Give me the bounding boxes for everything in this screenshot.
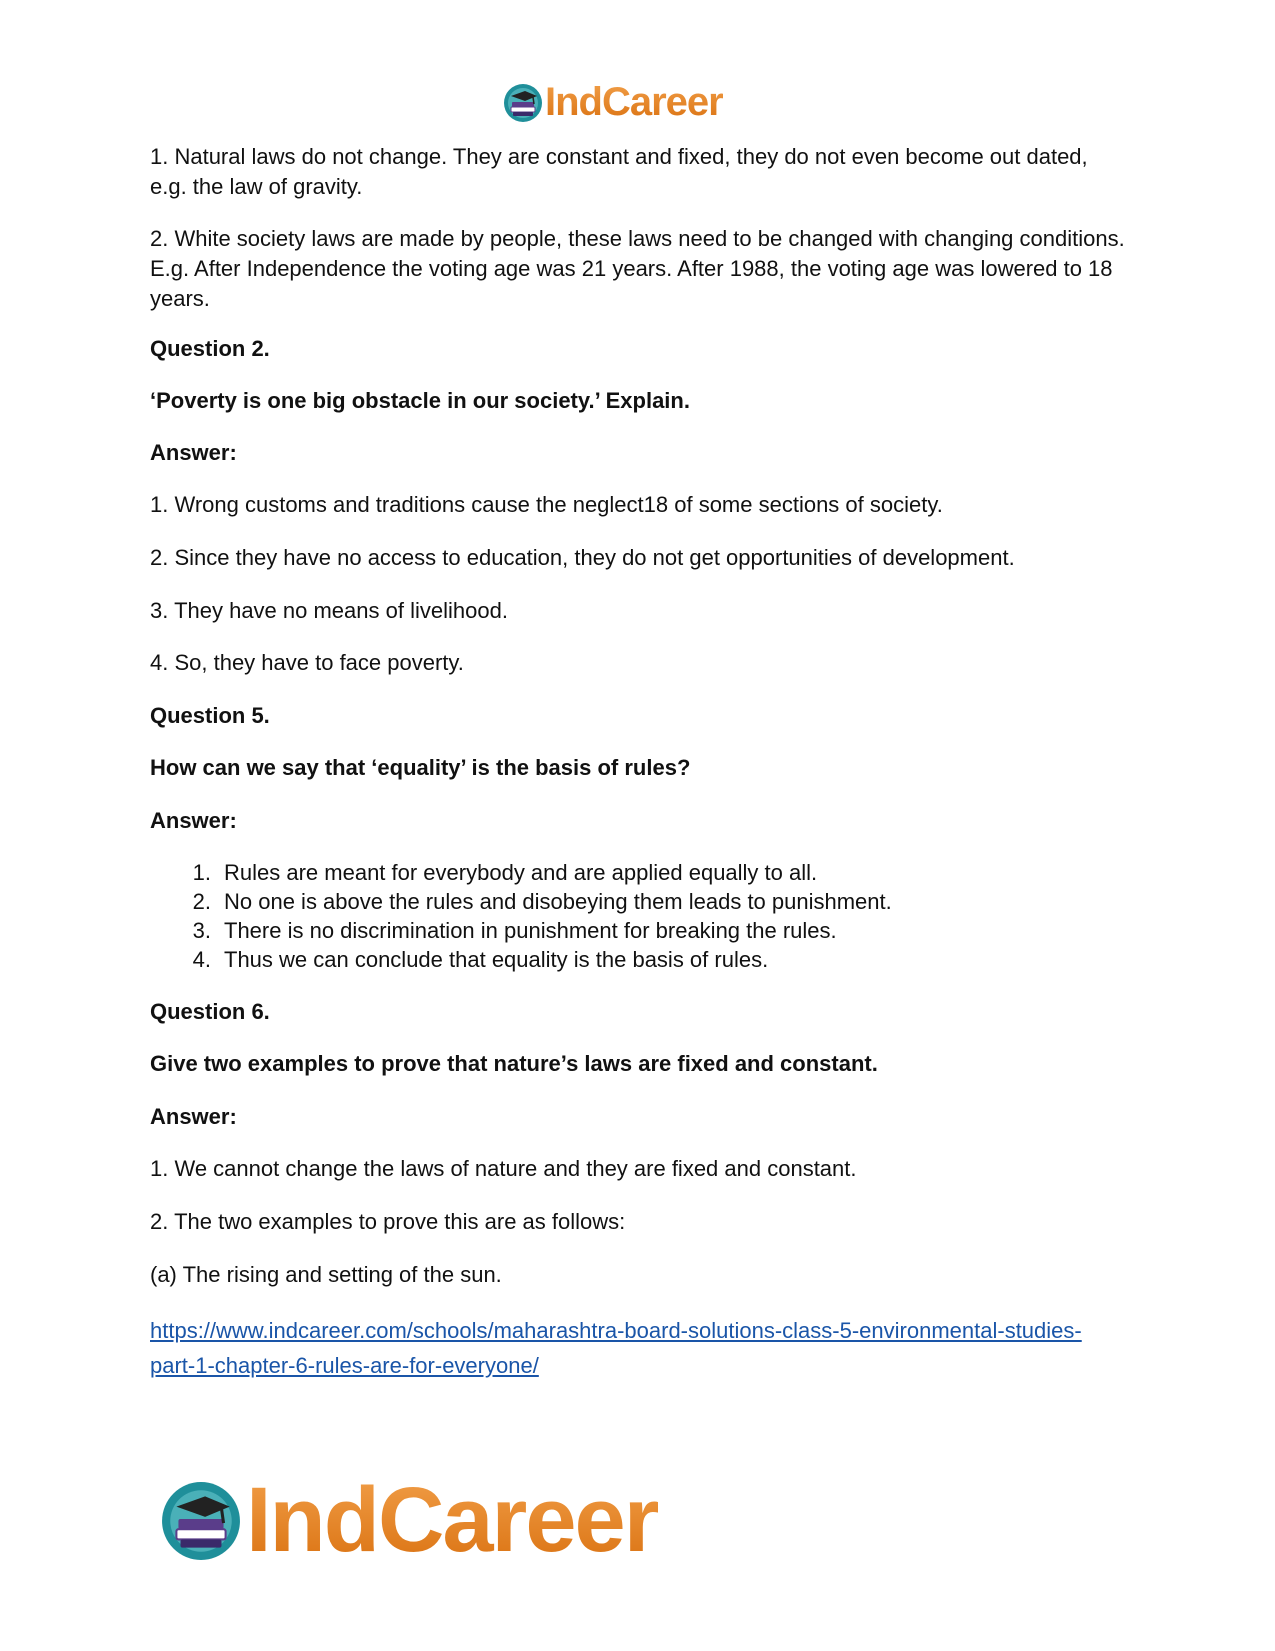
paragraph: 1. Natural laws do not change. They are constant and fixed, they do not even become out dated, e.g. the law of gravity.: [150, 144, 1088, 199]
answer-point: 2. Since they have no access to education, they do not get opportunities of development.: [150, 545, 1015, 570]
graduation-book-icon: [503, 83, 543, 123]
answer-point: 3. They have no means of livelihood.: [150, 598, 508, 623]
answer-point: 1. Wrong customs and traditions cause the neglect18 of some sections of society.: [150, 492, 943, 517]
paragraph: 2. White society laws are made by people, these laws need to be changed with changing conditions. E.g. After Independence the voting age was 21 years. After 1988, the voting age was lowered to 18 years.: [150, 226, 1125, 311]
list-item-text: There is no discrimination in punishment for breaking the rules.: [224, 918, 837, 943]
answer-label: Answer:: [150, 1104, 237, 1129]
header-logo: [503, 80, 723, 125]
list-item-text: No one is above the rules and disobeying them leads to punishment.: [224, 889, 892, 914]
answer-label: Answer:: [150, 440, 237, 465]
question-text: How can we say that ‘equality’ is the basis of rules?: [150, 755, 691, 780]
question-text: Give two examples to prove that nature’s laws are fixed and constant.: [150, 1051, 878, 1076]
list-item-number: 3.: [192, 918, 211, 943]
graduation-book-icon: [160, 1480, 242, 1562]
question-title: Question 2.: [150, 336, 270, 361]
list-item-text: Rules are meant for everybody and are applied equally to all.: [224, 860, 818, 885]
source-link-line-2[interactable]: part-1-chapter-6-rules-are-for-everyone/: [150, 1353, 539, 1378]
source-link-line-1[interactable]: https://www.indcareer.com/schools/maharashtra-board-solutions-class-5-environmental-studies-: [150, 1318, 1082, 1343]
answer-point: 4. So, they have to face poverty.: [150, 650, 464, 675]
answer-label: Answer:: [150, 808, 237, 833]
footer-logo: [160, 1468, 658, 1573]
question-title: Question 5.: [150, 703, 270, 728]
answer-point: 2. The two examples to prove this are as follows:: [150, 1209, 626, 1234]
footer-logo-text: IndCareer: [246, 1469, 658, 1571]
list-item-number: 1.: [192, 860, 211, 885]
list-item-number: 4.: [192, 947, 211, 972]
list-item-text: Thus we can conclude that equality is the basis of rules.: [224, 947, 769, 972]
header-logo-text: IndCareer: [545, 80, 723, 124]
question-title: Question 6.: [150, 999, 270, 1024]
list-item-number: 2.: [192, 889, 211, 914]
answer-point: (a) The rising and setting of the sun.: [150, 1262, 502, 1287]
answer-point: 1. We cannot change the laws of nature and they are fixed and constant.: [150, 1156, 857, 1181]
source-link[interactable]: [150, 1313, 1140, 1383]
question-text: ‘Poverty is one big obstacle in our society.’ Explain.: [150, 388, 690, 413]
